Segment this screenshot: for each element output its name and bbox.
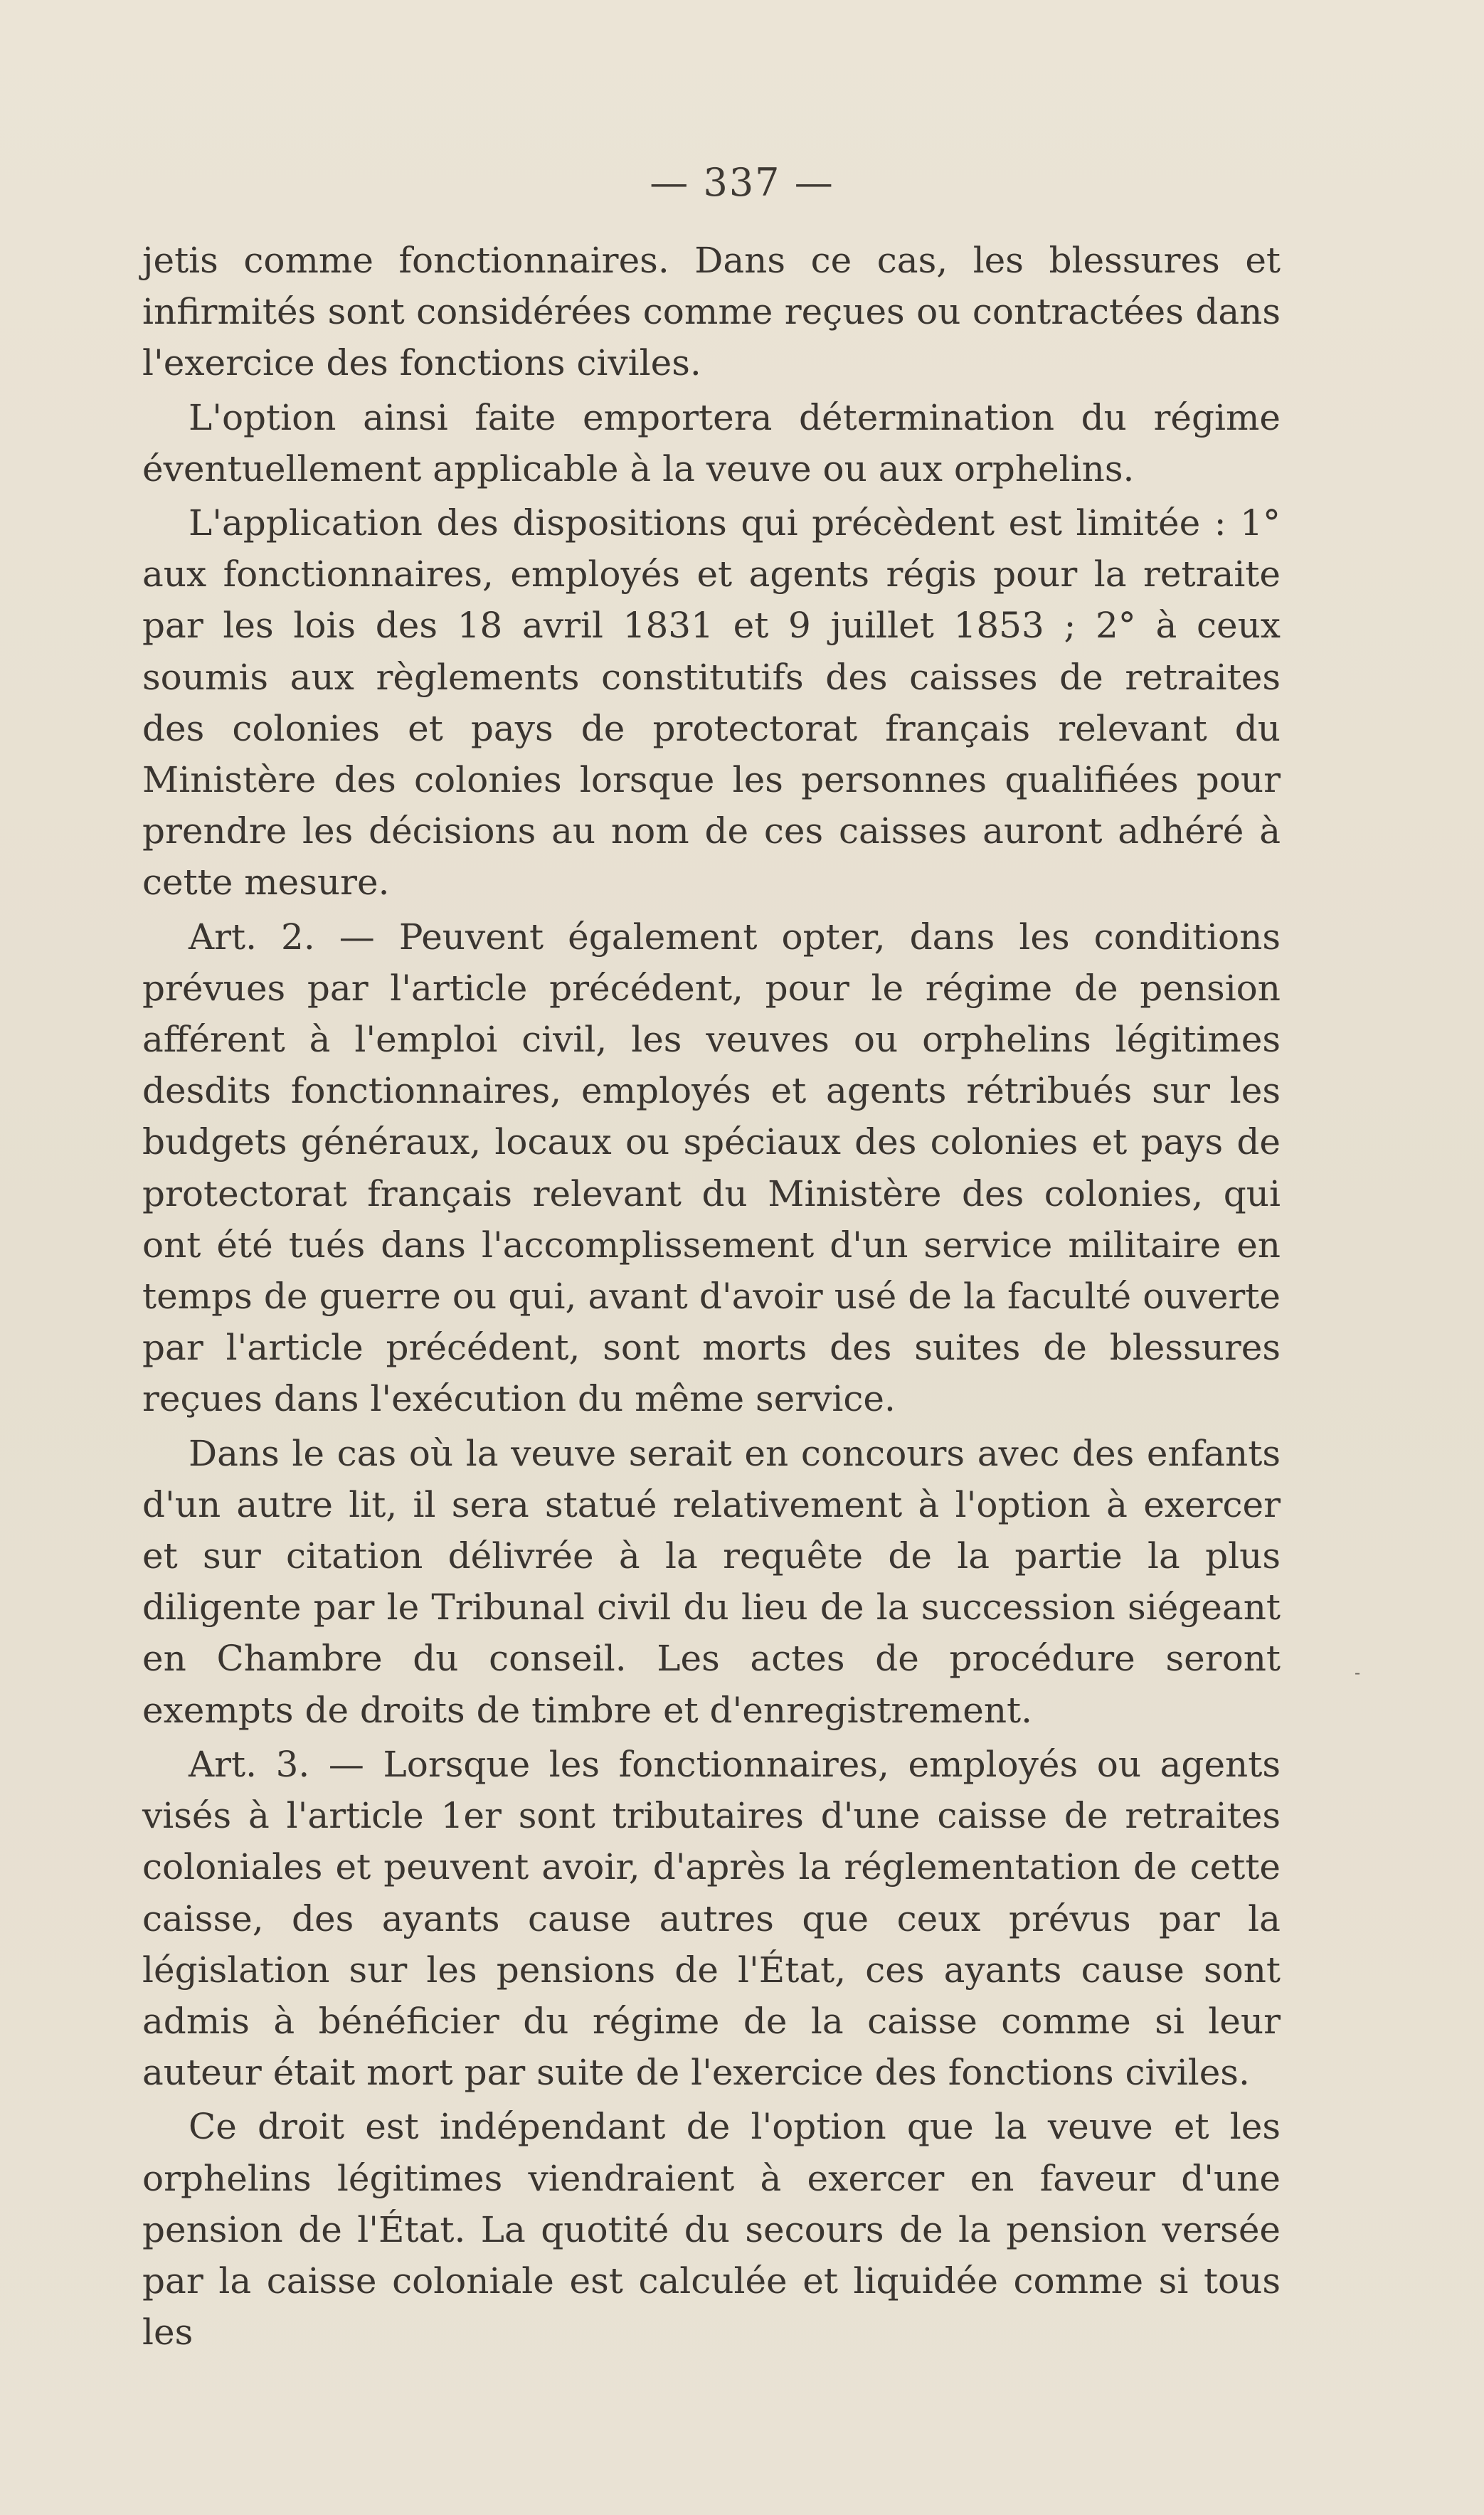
body-text — [142, 235, 1281, 2358]
paragraph-article-2: Art. 2. — Peuvent également opter, dans les conditions prévues par l'article précédent, pour le régime de pension afférent à l'emploi civil, les veuves ou orphelins légitimes desdits fonctionnaires, employés et agents rétribués sur les budgets généraux, locaux ou spéciaux des colonies et pays de protectorat français relevant du Ministère des colonies, qui ont été tués dans l'accomplissement d'un service militaire en temps de guerre ou qui, avant d'avoir usé de la faculté ouverte par l'article précédent, sont morts des suites de blessures reçues dans l'exécution du même service. — [142, 916, 1281, 1420]
paragraph-application: L'application des dispositions qui précèdent est limitée : 1° aux fonctionnaires, employés et agents régis pour la retraite par les lois des 18 avril 1831 et 9 juillet 1853 ; 2° à ceux soumis aux règlements constitutifs des caisses de retraites des colonies et pays de protectorat français relevant du Ministère des colonies lorsque les personnes qualifiées pour prendre les décisions au nom de ces caisses auront adhéré à cette mesure. — [142, 502, 1281, 904]
margin-mark: - — [1355, 1663, 1361, 1683]
page-number: — 337 — — [650, 160, 834, 205]
paragraph-concours: Dans le cas où la veuve serait en concours avec des enfants d'un autre lit, il sera statué relativement à l'option à exercer et sur citation délivrée à la requête de la partie la plus diligente par le Tribunal civil du lieu de la succession siégeant en Chambre du conseil. Les actes de procédure seront exempts de droits de timbre et d'enregistrement. — [142, 1432, 1281, 1731]
paragraph-droit: Ce droit est indépendant de l'option que la veuve et les orphelins légitimes viendraient à exercer en faveur d'une pension de l'État. La quotité du secours de la pension versée par la caisse coloniale est calculée et liquidée comme si tous les — [142, 2106, 1281, 2353]
paragraph-option: L'option ainsi faite emportera détermination du régime éventuellement applicable à la veuve ou aux orphelins. — [142, 396, 1281, 489]
paragraph-article-3: Art. 3. — Lorsque les fonctionnaires, employés ou agents visés à l'article 1er sont tributaires d'une caisse de retraites coloniales et peuvent avoir, d'après la réglementation de cette caisse, des ayants cause autres que ceux prévus par la législation sur les pensions de l'État, ces ayants cause sont admis à bénéficier du régime de la caisse comme si leur auteur était mort par suite de l'exercice des fonctions civiles. — [142, 1743, 1281, 2094]
paragraph-continuation: jetis comme fonctionnaires. Dans ce cas, les blessures et infirmités sont considérées comme reçues ou contractées dans l'exercice des fonctions civiles. — [142, 240, 1281, 384]
